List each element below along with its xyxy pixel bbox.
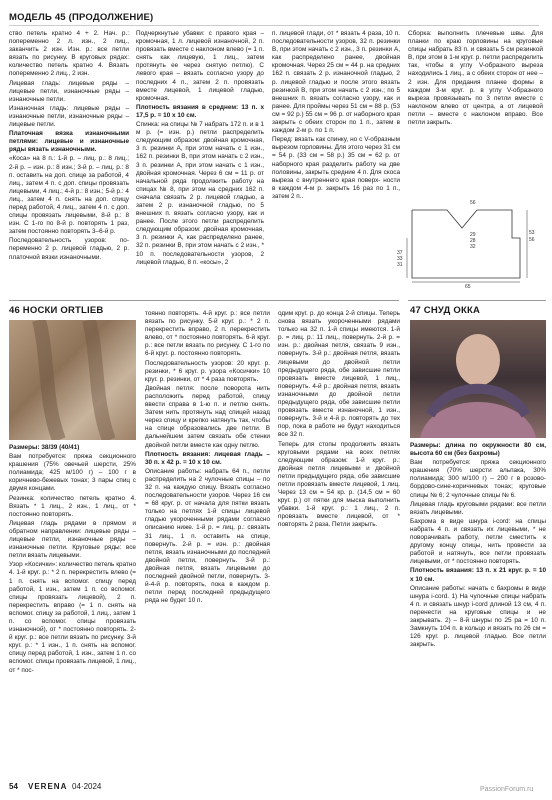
paragraph: Лицевая гладь: лицевые ряды – лицевые петли, изнаночные ряды – изнаночные петли. [9, 79, 129, 103]
paragraph: Теперь для стопы продолжить вязать круговыми рядами на всех петлях следующим образом: 1-й круг. р.: двойная петля лицевыми и двойной петли предыдущего ряда, обе зависшие петли провязать вместе лицевой, 1 лиц. Через 13 см = 54 кр. р. (14,5 см = 60 круг. р.) от пятки для мыска выполнить убавки. 1-й круг. р.: 1 лиц., 2 п. провязать вместе лицевой, от * повторять 2 раза. Петли закрыть. [278, 440, 400, 529]
socks-column-2 [145, 310, 270, 606]
schematic-label: 28 [470, 238, 476, 244]
section-heading-model-45: МОДЕЛЬ 45 (ПРОДОЛЖЕНИЕ) [9, 12, 154, 23]
paragraph: Плотность вязания: лицевая гладь – 30 п. x 42 р. = 10 x 10 см. [145, 450, 270, 466]
snood-column [410, 442, 546, 650]
socks-size [9, 444, 136, 676]
paragraph: Перед: вязать как спинку, но с V-образным вырезом горловины. Для этого через 31 см = 54 р. (33 см = 58 р.) 35 см = 62 р. от наборного края разделить работу на две половины, закрыть средние 4 п. Для скоса выреза с внутреннего края поверх- ности в каждом 4-м р. закрыть 16 раз по 1 п., затем 2 п.. [272, 136, 400, 200]
paragraph: тоянно повторять. 4-й круг. р.: все петли вязать по рисунку. 5-й круг. р.: * 2 п. перекрестить вправо, 2 п. перекрестить влево, от * постоянно повторять. 6-й круг. р.: все петли вязать по рисунку. С 1-го по 6-й круг. р. постоянно повторять. [145, 310, 270, 358]
top-column-1 [9, 30, 129, 263]
paragraph: Лицевая гладь круговыми рядами: все петли вязать лицевыми. [410, 500, 546, 516]
schematic-label: 65 [465, 284, 471, 290]
section-divider [9, 300, 399, 301]
schematic-label: 56 [529, 237, 535, 243]
schematic-label: 53 [529, 230, 535, 236]
paragraph: Размеры: длина по окружности 80 см, высота 60 см (без бахромы) [410, 442, 546, 458]
paragraph: Подчеркнутые убавки: с правого края – кромочная, 1 л. лицевой изнаночной, 2 п. провязать вместе с наклоном влево (= 1 п. снять как лицевую, 1 лиц., затем протянуть ее через снятую петлю). С левого края – вязать согласно узору до последних 4 п., затем 2 п. провязать вместе лицевой, 1 лицевой гладью, кромочная. [136, 30, 264, 102]
paragraph: Резинка: количество петель кратно 4. Вязать * 1 лиц., 2 изн., 1 лиц., от * постоянно повторять. [9, 494, 136, 518]
magazine-title: VERENA [28, 782, 68, 791]
top-column-4 [408, 30, 543, 128]
paragraph: Двойная петля: после поворота нить расположить перед работой, спицу ввести справа в 1-ю п. и петлю снять. Затем нить протянуть над спицей назад через спицу и крепко натянуть так, чтобы на спице образовались две петли. В дальнейшем затем связать обе стенки двойной петли вместе как одну петлю. [145, 384, 270, 449]
section-divider [408, 300, 546, 301]
paragraph: Сборка: выполнить плечевые швы. Для планки по краю горловины на круговые спицы набрать 83 п. и связать 5 см резинкой В, при этом в 1-м круг. р. петли распределить так, чтобы в углу V-образного выреза находились 1 лиц., а с обеих сторон от нее – 2 изн. Для придания планке формы в каждом 3-м круг. р. в углу V-образного выреза провязывать по 3 петли вместе с наклоном влево от центра, а от лицевой петли – вместе с наклоном вправо. Все петли закрыть. [408, 30, 543, 127]
section-heading-47: 47 СНУД ОККА [410, 305, 481, 316]
paragraph: одим круг. р. до конца 2-й спицы. Теперь снова вязать укороченными рядами только на 32 п. 1-й спицы имеются. 1-й р. = лиц. р.: 11 лиц., повернуть. 2-й р. = изн. р.: двойная петля, связать 9 изн., повернуть. 3-й р.: двойная петля, вязать лицевыми до двойной петли предыдущего ряда, обе зависшие петли провязать вместе лицевой, 1 лиц., повернуть. 4-й р.: двойная петля, вязать изнаночными до двойной петли предыдущего ряда, обе зависшие петли провязать вместе изнаночной, 1 изн., повернуть. 3-й и 4-й р. повторять до тех пор, пока в работе не будут находиться все 32 п. [278, 310, 400, 439]
paragraph: Узор «Косички»: количество петель кратно 4. 1-й круг. р.: * 2 п. перекрестить влево (= 1 п. снять на вспомог. спицу перед работой, 1 изн., затем 1 п. со вспомог. спицы провязать лицевой), 2 п. перекрестить вправо (= 1 п. снять на вспомог. спицу за работой, 1 лиц., затем 1 п. со вспомог. спицы провязать изнаночной), от * постоянно повторять. 2-й круг. р.: все петли вязать по рисунку. 3-й круг. р.: * 1 изн., 1 п. снять на вспомог. спицу перед работой, 1 изн., затем 1 п. со вспомог. спицы провязать лицевой, 1 лиц., от * пос- [9, 561, 136, 674]
page-number: 54 [9, 782, 18, 791]
schematic-label: 33 [397, 256, 403, 262]
paragraph: Вам потребуется: пряжа секционного крашения (75% овечьей шерсти, 25% полиамида; 425 м/100 г) – 100 г в коричнево-бежевых тонах; 3 пары спиц с двумя концами. [9, 453, 136, 493]
schematic-label: 31 [397, 262, 403, 268]
paragraph: Размеры: 38/39 (40/41) [9, 444, 80, 451]
paragraph: Бахрома в виде шнура i-cord: на спицы набрать 4 п. и связать их лицевыми, * не поворачивать работу, петли сместить к другому концу спицы, нить провести за работой и натянуть, все петли провязать лицевыми, от * постоянно повторять. [410, 517, 546, 566]
paragraph: Изнаночная гладь: лицевые ряды – изнаночные петли, изнаночные ряды – лицевые петли. [9, 104, 129, 129]
socks-photo [9, 320, 136, 440]
paragraph: Последовательность узоров: 20 круг. р. резинки, * 6 круг. р. узора «Косички» 10 круг. р. резинки, от * 4 раза повторять. [145, 359, 270, 383]
paragraph: Последовательность узоров: по- переменно 2 р. лицевой гладью, 2 р. платочной вязки изнаночными. [9, 237, 129, 261]
top-column-3 [272, 30, 400, 202]
schematic-label: 29 [470, 232, 476, 238]
paragraph: п. лицевой глади, от * вязать 4 раза, 10 п. последовательности узоров, 32 п. резинки В, при этом начать с 2 изн., 3 п. резинки А, как распределено ранее, двойная кромочная. Через 25 см = 44 р. на средних 162 п. связать 2 р. изнаночной гладью, 2 р. лицевой гладью и после этого вязать резинкой В, при этом начать с 2 изн.; по 5 внешних п. вязать согласно узору, как и ранее. Для проймы через 51 см = 88 р. (53 см = 92 р.) 55 см = 96 р. от наборного края закрыть с обеих сторон по 1 п., затем в каждом 2-м р. по 1 п. [272, 30, 400, 135]
paragraph: Лицевая гладь рядами в прямом и обратном направлении: лицевые ряды – лицевые петли, изнаночные ряды – изнаночные петли. Круговые ряды: все петли вязать лицевыми. [9, 519, 136, 560]
paragraph: Плотность вязания: 13 п. x 21 круг. р. = 10 x 10 см. [410, 567, 546, 583]
section-heading-46: 46 НОСКИ ORTLIEB [9, 305, 104, 316]
paragraph: «Коса» на 8 п.: 1-й р. – лиц. р.: 8 лиц.; 2-й р. – изн. р.: 8 изн.; 3-й р. – лиц. р.: 8 п. оставить на доп. спице за работой, 4 лиц., затем 4 п. с доп. спицы провязать лицевыми, 4 лиц.; 4-й р.: 8 изн.; 5-й р.: 4 лиц., затем 4 п. снять на доп. спицу перед работой, 4 лиц., затем 4 п. с доп. спицы провязать лицевыми, 8-й р.: 8 изн. С 1-го по 8-й р. повторять 1 раз, затем постоянно повторять 3–6-й р. [9, 155, 129, 236]
socks-column-3 [278, 310, 400, 531]
paragraph: ство петель кратно 4 + 2. Нач. р.: попеременно 2 л. изн., 2 лиц., заканчить 2 изн. Изн. р.: все петли вязать по рисунку. В круговых рядах: количество петель кратно 4. Вязать попеременно 2 лиц., 2 изн. [9, 30, 129, 78]
schematic-label: 37 [397, 250, 403, 256]
watermark: PassionForum.ru [480, 786, 534, 793]
issue-number: 04·2024 [72, 782, 102, 791]
paragraph: Плотность вязания в среднем: 13 п. x 17,5 р. = 10 x 10 см. [136, 103, 264, 119]
paragraph: Спинка: на спицы № 7 набрать 172 п. и в 1 м р. (= изн. р.) петли распределить следующим образом: двойная кромочная, 3 п. резинки А, при этом начать с 1 изн., 162 п. резинки В, при этом начать с 2 изн., 3 п. резинки А, при этом начать с 1 изн., двойная кромочная. Через 6 см = 11 р. от начальной ряда продолжить работу на спицах № 8, при этом на средних 162 п. сначала связать 2 р. лицевой гладью, а затем 2 р. изнаночной гладью, по 5 внешних п. вязать согласно узору, как и ранее. После этого петли распределить следующим образом: двойная кромочная, 3 п. резинки А, как распределено ранее, 32 п. резинки В, при этом начать с 2 изн., * 10 п. последовательности узоров, 2 лицевой гладью, 8 п. «косы», 2 [136, 121, 264, 266]
top-column-2 [136, 30, 264, 268]
paragraph: Платочная вязка изнаночными петлями: лицевые и изнаночные ряды вязать изнаночными. [9, 130, 129, 154]
paragraph: Вам потребуется: пряжа секционного крашения (70% шерсти альпака, 30% полиамида; 300 м/100 г) – 200 г в розово-бордово-сине-коричневых тонах; круговые спицы № 6; 2 чулочные спицы № 6. [410, 459, 546, 499]
snood-photo [410, 320, 546, 438]
heading-underline [9, 25, 539, 26]
schematic-label: 32 [470, 244, 476, 250]
paragraph: Описание работы: набрать 64 п., петли распределить на 2 чулочные спицы – по 32 п. на каждую спицу. Вязать согласно последовательности узоров. Через 16 см = 68 круг. р. от начала для пятки вязать только на петлях 1-й спицы лицевой гладью укороченными рядами согласно описанию ниже. 1-й р. = лиц. р.: связать 31 лиц., 1 п. оставить на спице, повернуть. 2-й р. = изн. р.: двойная петля, вязать изнаночными до последней двойной петли, повернуть. 3-й р.: двойная петля, вязать лицевыми до последней двойной петли, повернуть. 3-й-4-й р. повторять, пока в каждом р. петли перед последней предыдущего ряда не будет 10 п. [145, 467, 270, 605]
schematic-label: 56 [470, 200, 476, 206]
paragraph: Описание работы: начать с бахромы в виде шнура i-cord. 1) На чулочные спицы набрать 4 п. и связать шнур i-cord длиной 13 см, 4 п. перенести на круговые спицы и не закрывать. 2) – 8-й шнуры по 25 ра = 10 п. Замкнуть 104 п. в кольцо и вязать по 26 см = 126 круг. р. лицевой гладью. Все петли закрыть. [410, 584, 546, 649]
